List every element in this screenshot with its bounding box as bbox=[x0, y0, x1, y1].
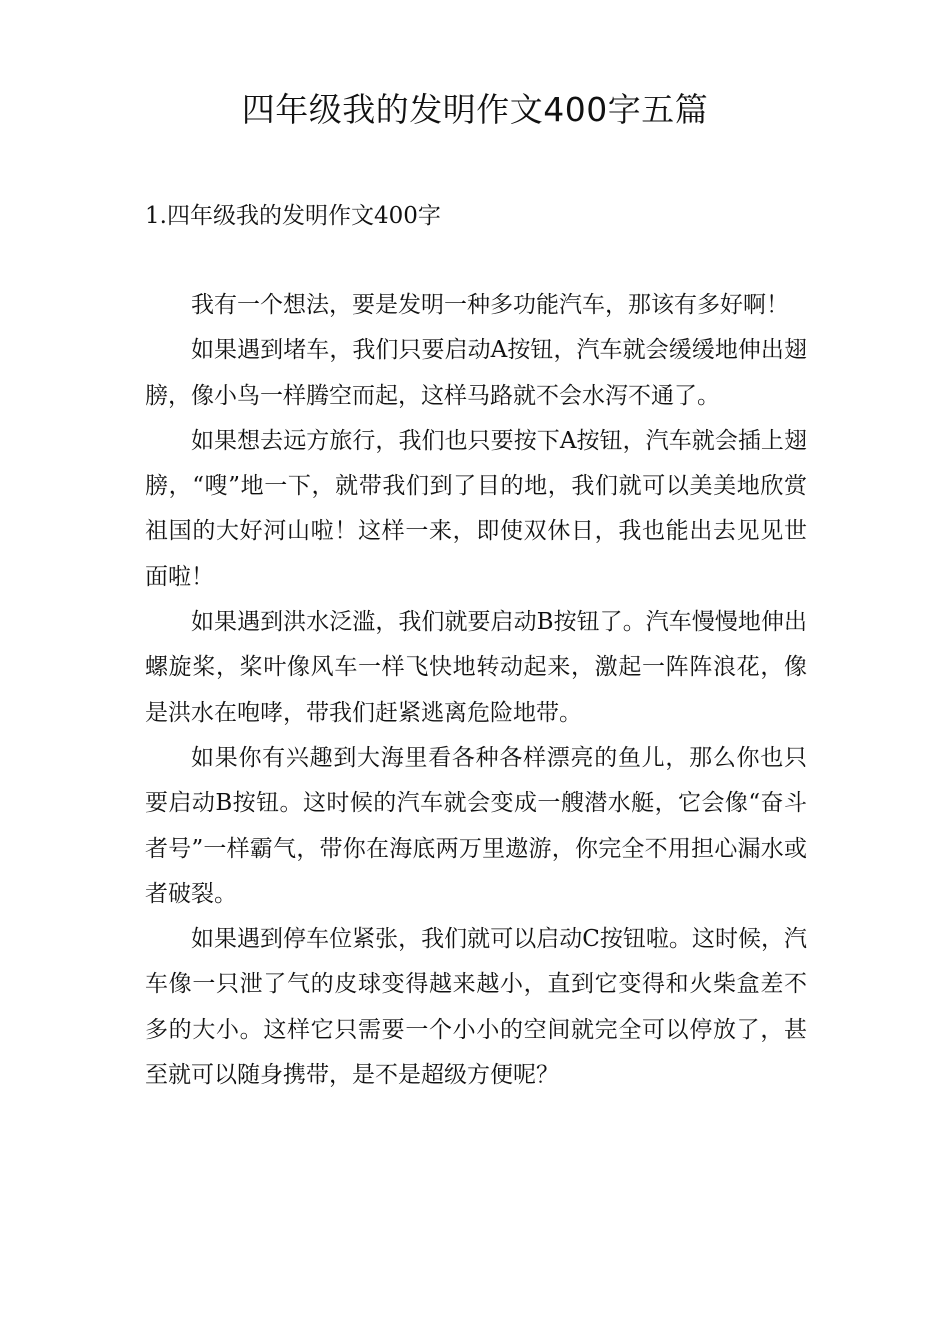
document-title: 四年级我的发明作文400字五篇 bbox=[241, 90, 709, 129]
paragraph: 如果遇到停车位紧张，我们就可以启动C按钮啦。这时候，汽车像一只泄了气的皮球变得越来越小，直到它变得和火柴盒差不多的大小。这样它只需要一个小小的空间就完全可以停放了，甚至就可以随身携带，是不是超级方便呢？ bbox=[145, 926, 807, 1089]
essay-body bbox=[145, 283, 807, 1098]
paragraph: 如果你有兴趣到大海里看各种各样漂亮的鱼儿，那么你也只要启动B按钮。这时候的汽车就会变成一艘潜水艇，它会像“奋斗者号”一样霸气，带你在海底两万里遨游，你完全不用担心漏水或者破裂。 bbox=[145, 744, 807, 907]
section-heading: 1.四年级我的发明作文400字 bbox=[145, 203, 441, 229]
paragraph: 如果想去远方旅行，我们也只要按下A按钮，汽车就会插上翅膀，“嗖”地一下，就带我们到了目的地，我们就可以美美地欣赏祖国的大好河山啦！这样一来，即使双休日，我也能出去见见世面啦！ bbox=[145, 427, 807, 590]
paragraph: 我有一个想法，要是发明一种多功能汽车，那该有多好啊！ bbox=[191, 292, 789, 318]
paragraph: 如果遇到洪水泛滥，我们就要启动B按钮了。汽车慢慢地伸出螺旋桨，桨叶像风车一样飞快地转动起来，激起一阵阵浪花，像是洪水在咆哮，带我们赶紧逃离危险地带。 bbox=[145, 609, 807, 726]
paragraph: 如果遇到堵车，我们只要启动A按钮，汽车就会缓缓地伸出翅膀，像小鸟一样腾空而起，这样马路就不会水泻不通了。 bbox=[145, 337, 807, 409]
